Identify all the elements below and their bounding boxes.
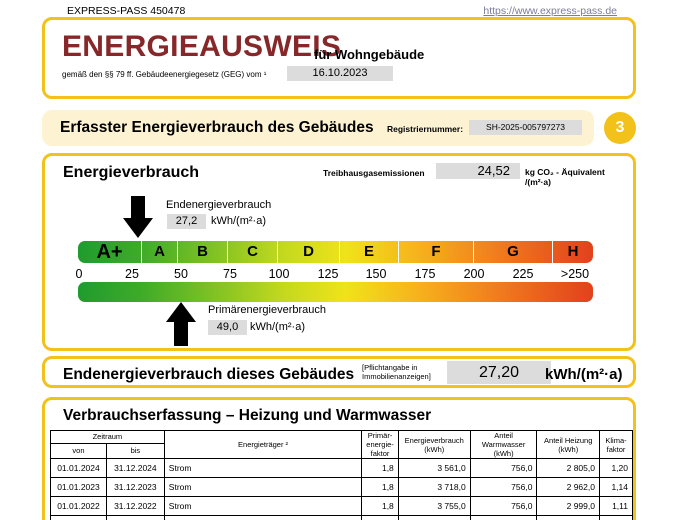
tick-label: 125	[317, 267, 339, 281]
table-row	[51, 478, 633, 497]
cell-von: 01.01.2024	[51, 459, 107, 478]
class-c: C	[228, 241, 278, 263]
cell-klima: 1,14	[599, 478, 632, 497]
final-energy-value: 27,2	[167, 214, 206, 229]
cell-ww: 756,0	[470, 459, 537, 478]
cell-heiz: 2 805,0	[537, 459, 600, 478]
col-traeger: Energieträger ²	[164, 431, 361, 459]
document-title: ENERGIEAUSWEIS	[62, 30, 342, 63]
col-von: von	[51, 443, 107, 458]
cell-traeger: Strom	[164, 459, 361, 478]
cell-ww: 756,0	[470, 497, 537, 516]
tick-label: 150	[365, 267, 387, 281]
col-warmwasser: Anteil Warmwasser (kWh)	[470, 431, 537, 459]
ghg-unit: kg CO₂ - Äquivalent /(m²·a)	[525, 167, 605, 187]
class-a: A	[142, 241, 178, 263]
tick-label: 75	[223, 267, 237, 281]
registration-number: SH-2025-005797273	[469, 120, 582, 135]
mandatory-note: [Pflichtangabe in Immobilienanzeigen]	[362, 363, 431, 381]
pass-id: EXPRESS-PASS 450478	[67, 5, 186, 17]
cell-pf: 1,8	[362, 459, 399, 478]
summary-title: Endenergieverbrauch dieses Gebäudes	[63, 366, 355, 383]
tick-label: 50	[174, 267, 188, 281]
cell-von: 01.01.2022	[51, 497, 107, 516]
document-subtitle: für Wohngebäude	[314, 47, 425, 62]
class-d: D	[278, 241, 340, 263]
primary-energy-unit: kWh/(m²·a)	[250, 321, 305, 333]
law-reference: gemäß den §§ 79 ff. Gebäudeenergiegesetz (GEG) vom ¹	[62, 70, 267, 79]
cell-bis: 31.12.2024	[106, 459, 164, 478]
page-number-badge: 3	[604, 112, 636, 144]
col-heizung: Anteil Heizung (kWh)	[537, 431, 600, 459]
col-zeitraum: Zeitraum	[51, 431, 165, 444]
col-bis: bis	[106, 443, 164, 458]
section-header-erfasst	[42, 110, 594, 146]
final-energy-label: Endenergieverbrauch	[166, 199, 272, 211]
cell-klima: 1,11	[599, 497, 632, 516]
summary-value: 27,20	[447, 361, 551, 384]
table-row	[51, 497, 633, 516]
class-h: H	[567, 243, 579, 260]
final-energy-unit: kWh/(m²·a)	[211, 215, 266, 227]
cell-pf: 1,8	[362, 497, 399, 516]
tick-label: 200	[463, 267, 485, 281]
cell-von: 01.01.2023	[51, 478, 107, 497]
final-energy-arrow-icon	[123, 196, 153, 238]
cell-traeger: Strom	[164, 497, 361, 516]
ghg-label: Treibhausgasemissionen	[323, 168, 425, 178]
col-primfaktor: Primär-energie-faktor	[362, 431, 399, 459]
header-panel	[42, 17, 636, 99]
class-f: F	[399, 241, 474, 263]
cell-ww: 756,0	[470, 478, 537, 497]
tick-label: 175	[414, 267, 436, 281]
consumption-record-panel	[42, 397, 636, 520]
cell-bis: 31.12.2023	[106, 478, 164, 497]
cell-heiz: 2 962,0	[537, 478, 600, 497]
issue-date: 16.10.2023	[287, 66, 393, 81]
energy-consumption-panel	[42, 153, 636, 351]
class-g: G	[474, 241, 553, 263]
primary-energy-value: 49,0	[208, 320, 247, 335]
tick-label: 25	[125, 267, 139, 281]
final-energy-summary-panel	[42, 356, 636, 388]
tick-label: 225	[512, 267, 534, 281]
class-e: E	[340, 241, 399, 263]
tick-label: >250	[560, 267, 590, 281]
cell-bis: 31.12.2022	[106, 497, 164, 516]
class-b: B	[178, 241, 228, 263]
record-title: Verbrauchserfassung – Heizung und Warmwasser	[63, 407, 432, 424]
registration-label: Registriernummer:	[387, 124, 464, 134]
website-link[interactable]: https://www.express-pass.de	[483, 5, 617, 17]
table-row-empty	[51, 516, 633, 520]
cell-klima: 1,20	[599, 459, 632, 478]
energy-title: Energieverbrauch	[63, 164, 200, 181]
cell-traeger: Strom	[164, 478, 361, 497]
tick-label: 100	[268, 267, 290, 281]
section-title: Erfasster Energieverbrauch des Gebäudes	[60, 119, 374, 136]
cell-pf: 1,8	[362, 478, 399, 497]
col-energieverbrauch: Energieverbrauch (kWh)	[398, 431, 470, 459]
summary-unit: kWh/(m²·a)	[545, 366, 623, 383]
top-line	[0, 4, 673, 18]
consumption-table	[50, 430, 633, 520]
primary-energy-label: Primärenergieverbrauch	[208, 304, 326, 316]
cell-heiz: 2 999,0	[537, 497, 600, 516]
col-klimafaktor: Klima-faktor	[599, 431, 632, 459]
primary-energy-arrow-icon	[166, 302, 196, 346]
class-a-plus: A+	[78, 241, 142, 263]
cell-ev: 3 718,0	[398, 478, 470, 497]
cell-ev: 3 755,0	[398, 497, 470, 516]
tick-label: 0	[75, 267, 83, 281]
ghg-value: 24,52	[436, 163, 520, 179]
efficiency-scale-top	[78, 241, 593, 263]
cell-ev: 3 561,0	[398, 459, 470, 478]
table-row	[51, 459, 633, 478]
efficiency-scale-bottom	[78, 282, 593, 302]
